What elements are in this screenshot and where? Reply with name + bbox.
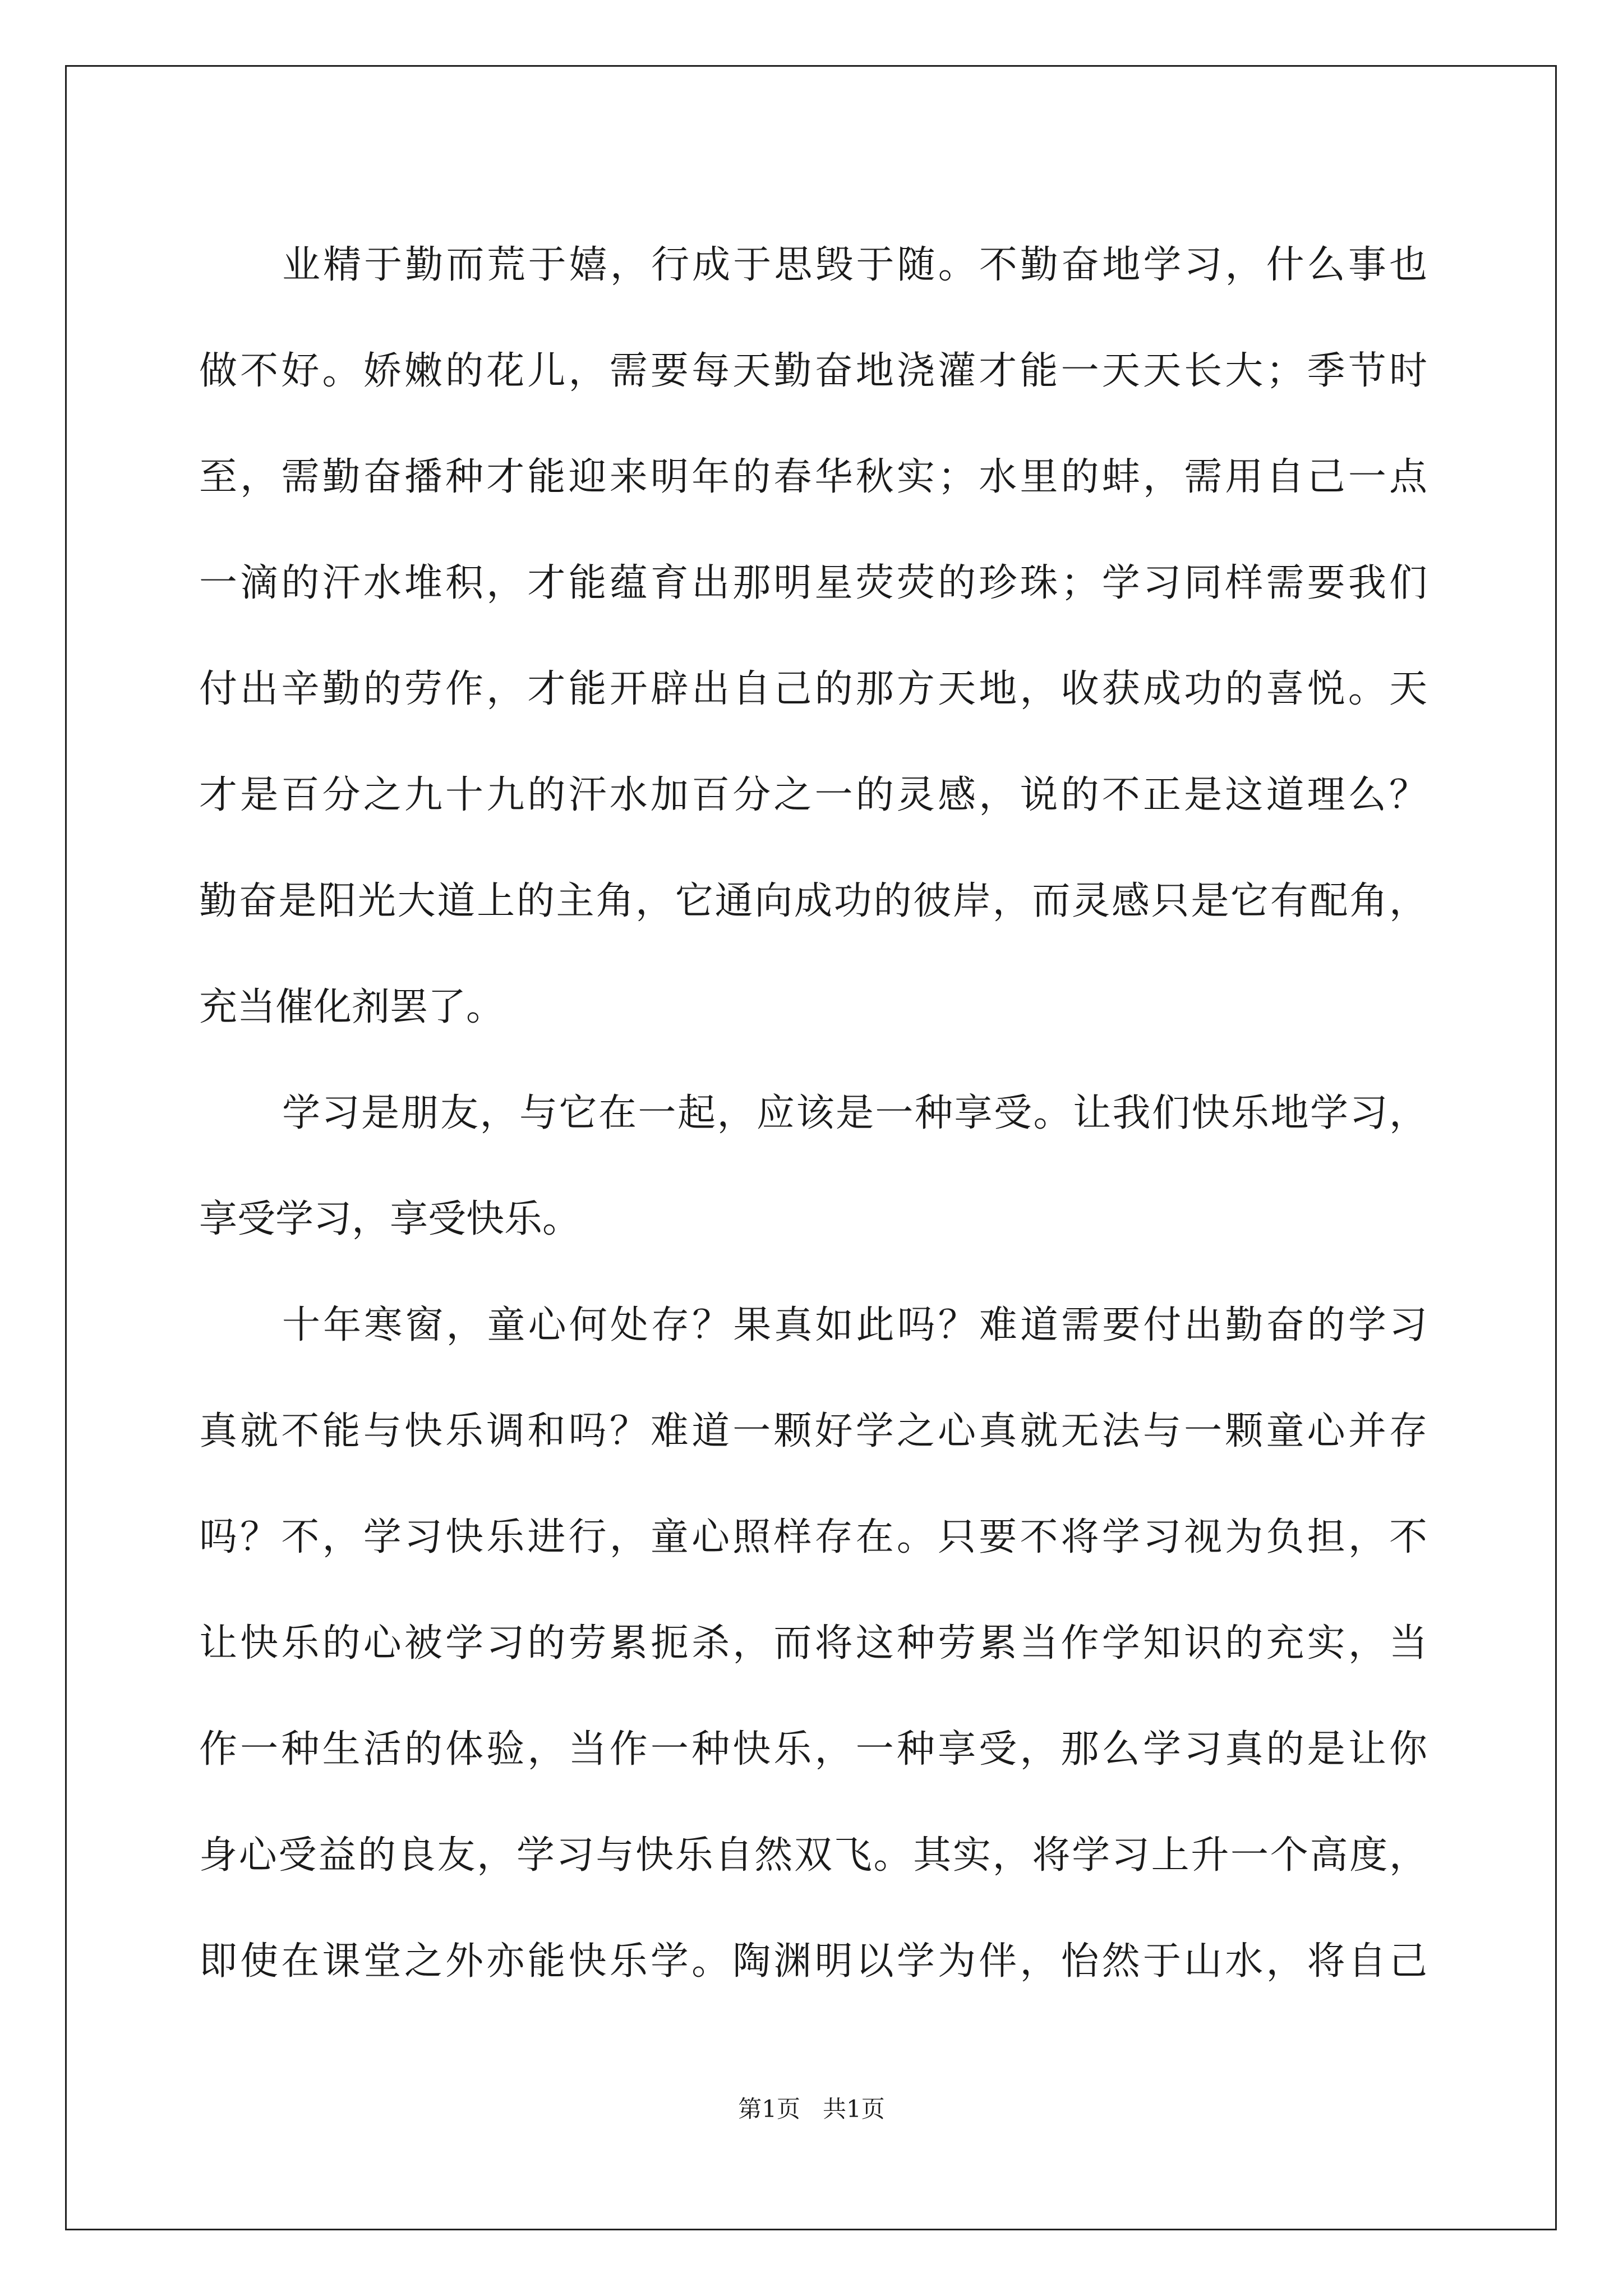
paragraph-3-line-7: 即使在课堂之外亦能快乐学。陶渊明以学为伴，怡然于山水，将自己 [199, 1939, 1427, 1984]
paragraph-3-line-5: 作一种生活的体验，当作一种快乐，一种享受，那么学习真的是让你 [199, 1727, 1427, 1772]
page-total: 共1页 [823, 2095, 885, 2123]
paragraph-1-line-4: 一滴的汗水堆积，才能蕴育出那明星荧荧的珍珠；学习同样需要我们 [199, 561, 1427, 605]
paragraph-3-line-6: 身心受益的良友，学习与快乐自然双飞。其实，将学习上升一个高度， [199, 1833, 1427, 1878]
paragraph-1-line-8: 充当催化剂罢了。 [199, 985, 505, 1029]
page-number: 第1页 [738, 2095, 800, 2123]
page-footer [0, 2092, 1623, 2126]
paragraph-1-line-1: 业精于勤而荒于嬉，行成于思毁于随。不勤奋地学习，什么事也 [282, 243, 1427, 287]
paragraph-2-line-2: 享受学习，享受快乐。 [199, 1197, 581, 1241]
paragraph-1-line-5: 付出辛勤的劳作，才能开辟出自己的那方天地，收获成功的喜悦。天 [199, 667, 1427, 711]
document-body [199, 212, 1427, 2014]
paragraph-1-line-2: 做不好。娇嫩的花儿，需要每天勤奋地浇灌才能一天天长大；季节时 [199, 349, 1427, 393]
paragraph-3-line-2: 真就不能与快乐调和吗？难道一颗好学之心真就无法与一颗童心并存 [199, 1409, 1427, 1453]
paragraph-3-line-3: 吗？不，学习快乐进行，童心照样存在。只要不将学习视为负担，不 [199, 1515, 1427, 1559]
paragraph-1-line-3: 至，需勤奋播种才能迎来明年的春华秋实；水里的蚌，需用自己一点 [199, 455, 1427, 499]
paragraph-1-line-7: 勤奋是阳光大道上的主角，它通向成功的彼岸，而灵感只是它有配角， [199, 879, 1427, 923]
paragraph-3-line-1: 十年寒窗，童心何处存？果真如此吗？难道需要付出勤奋的学习 [282, 1303, 1427, 1347]
paragraph-1-line-6: 才是百分之九十九的汗水加百分之一的灵感，说的不正是这道理么？ [199, 773, 1427, 817]
paragraph-2-line-1: 学习是朋友，与它在一起，应该是一种享受。让我们快乐地学习， [282, 1091, 1427, 1135]
paragraph-3-line-4: 让快乐的心被学习的劳累扼杀，而将这种劳累当作学知识的充实，当 [199, 1621, 1427, 1665]
